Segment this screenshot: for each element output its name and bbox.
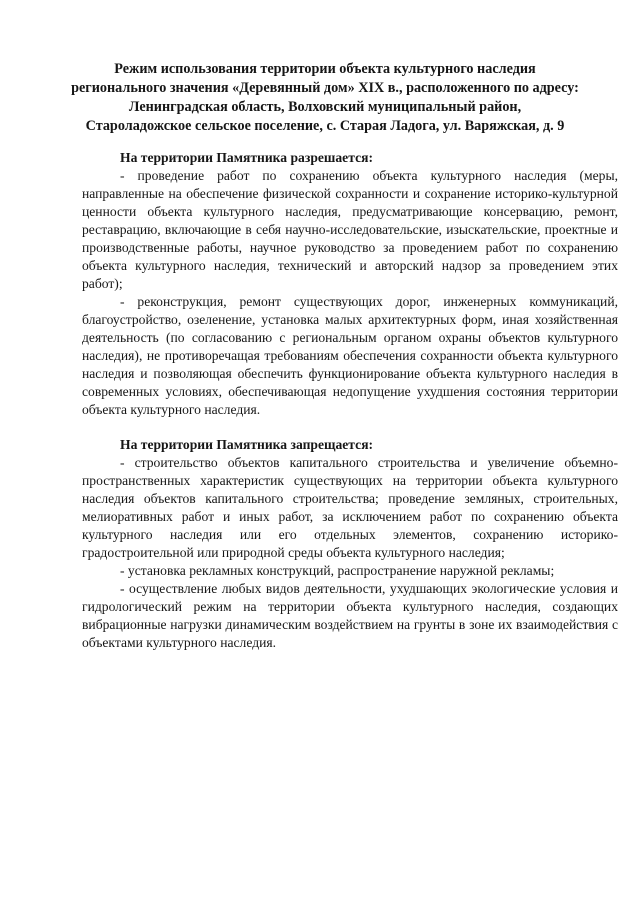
allowed-item: - проведение работ по сохранению объекта культурного наследия (меры, направленные на обеспечение физической сохранности и сохранение историко-культурной ценности объекта культурного наследия, предусматривающие консервацию, ремонт, реставрацию, включающие в себя научно-исследовательские, изыскательские, проектные и производственные работы, научное руководство за проведением работ по сохранению объекта культурного наследия, технический и авторский надзор за проведением этих работ); [82, 168, 618, 291]
forbidden-heading: На территории Памятника запрещается: [120, 437, 374, 452]
forbidden-item: - осуществление любых видов деятельности, ухудшающих экологические условия и гидрологический режим на территории объекта культурного наследия, создающих вибрационные нагрузки динамическим воздействием на грунты в зоне их взаимодействия с объектами культурного наследия. [82, 581, 618, 650]
title-line: Староладожское сельское поселение, с. Старая Ладога, ул. Варяжская, д. 9 [85, 118, 565, 134]
title-line: Режим использования территории объекта культурного наследия [114, 61, 536, 77]
title-line: регионального значения «Деревянный дом» XIX в., расположенного по адресу: [71, 80, 579, 96]
title-line: Ленинградская область, Волховский муниципальный район, [128, 99, 522, 115]
allowed-section [82, 149, 618, 419]
allowed-heading: На территории Памятника разрешается: [120, 150, 373, 165]
forbidden-item: - строительство объектов капитального строительства и увеличение объемно-пространственных характеристик существующих на территории объекта культурного наследия объектов капитального строительства; проведение земляных, строительных, мелиоративных работ и иных работ, за исключением работ по сохранению объекта культурного наследия или его отдельных элементов, сохранению историко-градостроительной или природной среды объекта культурного наследия; [82, 455, 618, 560]
forbidden-item: - установка рекламных конструкций, распространение наружной рекламы; [120, 563, 555, 578]
allowed-item: - реконструкция, ремонт существующих дорог, инженерных коммуникаций, благоустройство, озеленение, установка малых архитектурных форм, иная хозяйственная деятельность (по согласованию с региональным органом охраны объектов культурного наследия), не противоречащая требованиям обеспечения сохранности объекта культурного наследия и позволяющая обеспечить функционирование объекта культурного наследия в современных условиях, обеспечивающая недопущение ухудшения состояния территории объекта культурного наследия. [82, 294, 618, 417]
forbidden-section [82, 436, 618, 652]
document-title [60, 60, 590, 136]
